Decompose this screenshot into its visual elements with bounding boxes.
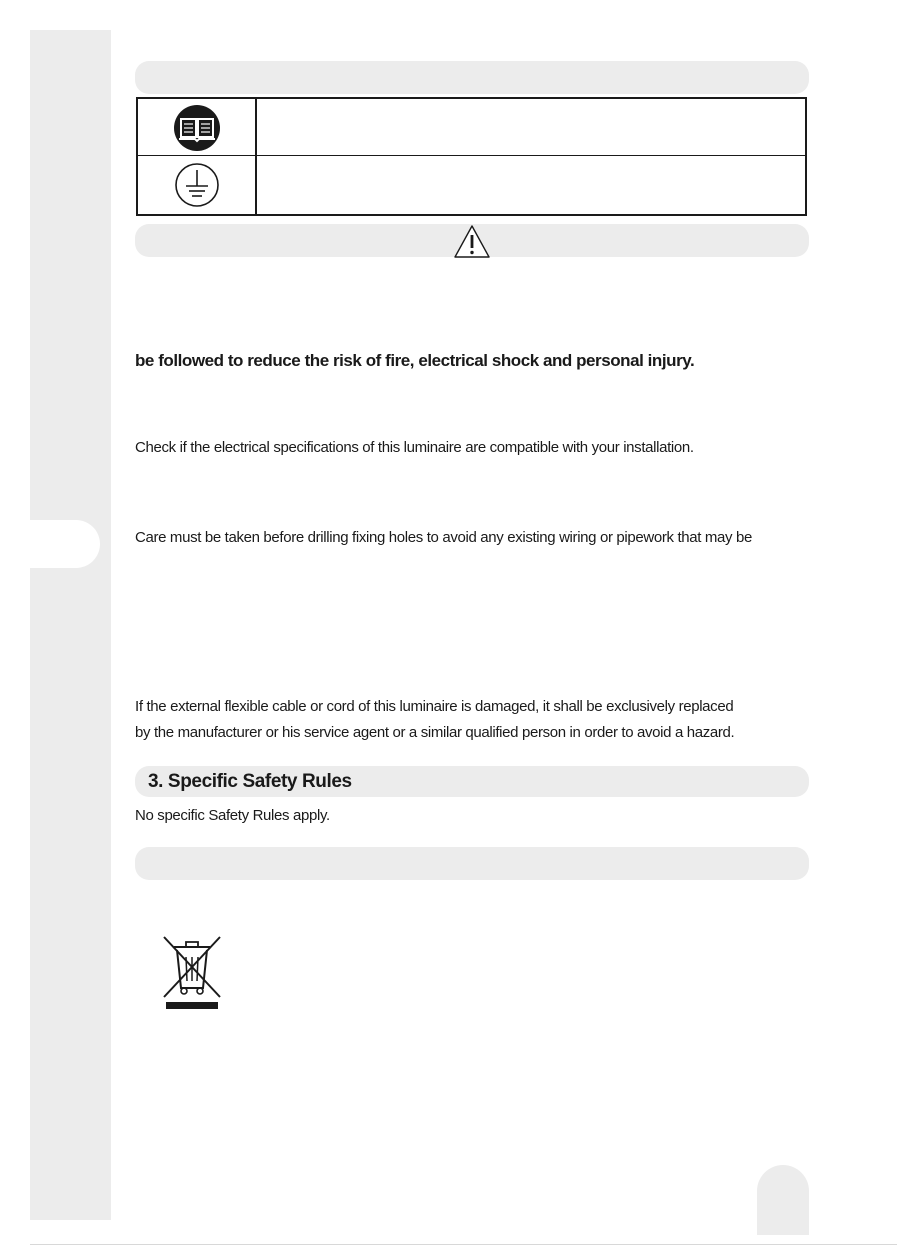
electrical-specs-text: Check if the electrical specifications of this luminaire are compatible with your installation. xyxy=(135,439,694,456)
symbol-row-instructions xyxy=(138,99,805,156)
disposal-header-bar xyxy=(135,847,809,880)
symbols-table xyxy=(136,97,807,216)
symbols-header-bar xyxy=(135,61,809,94)
bottom-edge-rule xyxy=(30,1244,897,1245)
weee-crossed-bin-icon xyxy=(160,933,224,1013)
side-margin-strip xyxy=(30,30,111,1220)
safety-warning-text: be followed to reduce the risk of fire, electrical shock and personal injury. xyxy=(135,351,695,370)
side-tab-notch xyxy=(30,520,100,568)
protective-earth-icon xyxy=(165,160,229,210)
specific-rules-text: No specific Safety Rules apply. xyxy=(135,807,330,824)
page-number-tab xyxy=(757,1165,809,1235)
cable-replacement-text-2: by the manufacturer or his service agent or a similar qualified person in order to avoid a hazard. xyxy=(135,724,735,741)
symbol-row-earth xyxy=(138,156,805,214)
instruction-manual-icon xyxy=(165,103,229,153)
section-heading-specific-rules: 3. Specific Safety Rules xyxy=(148,771,352,792)
warning-triangle-icon xyxy=(453,224,491,260)
drilling-caution-text: Care must be taken before drilling fixing holes to avoid any existing wiring or pipework that may be xyxy=(135,529,753,546)
cable-replacement-text-1: If the external flexible cable or cord of this luminaire is damaged, it shall be exclusively replaced xyxy=(135,698,734,715)
